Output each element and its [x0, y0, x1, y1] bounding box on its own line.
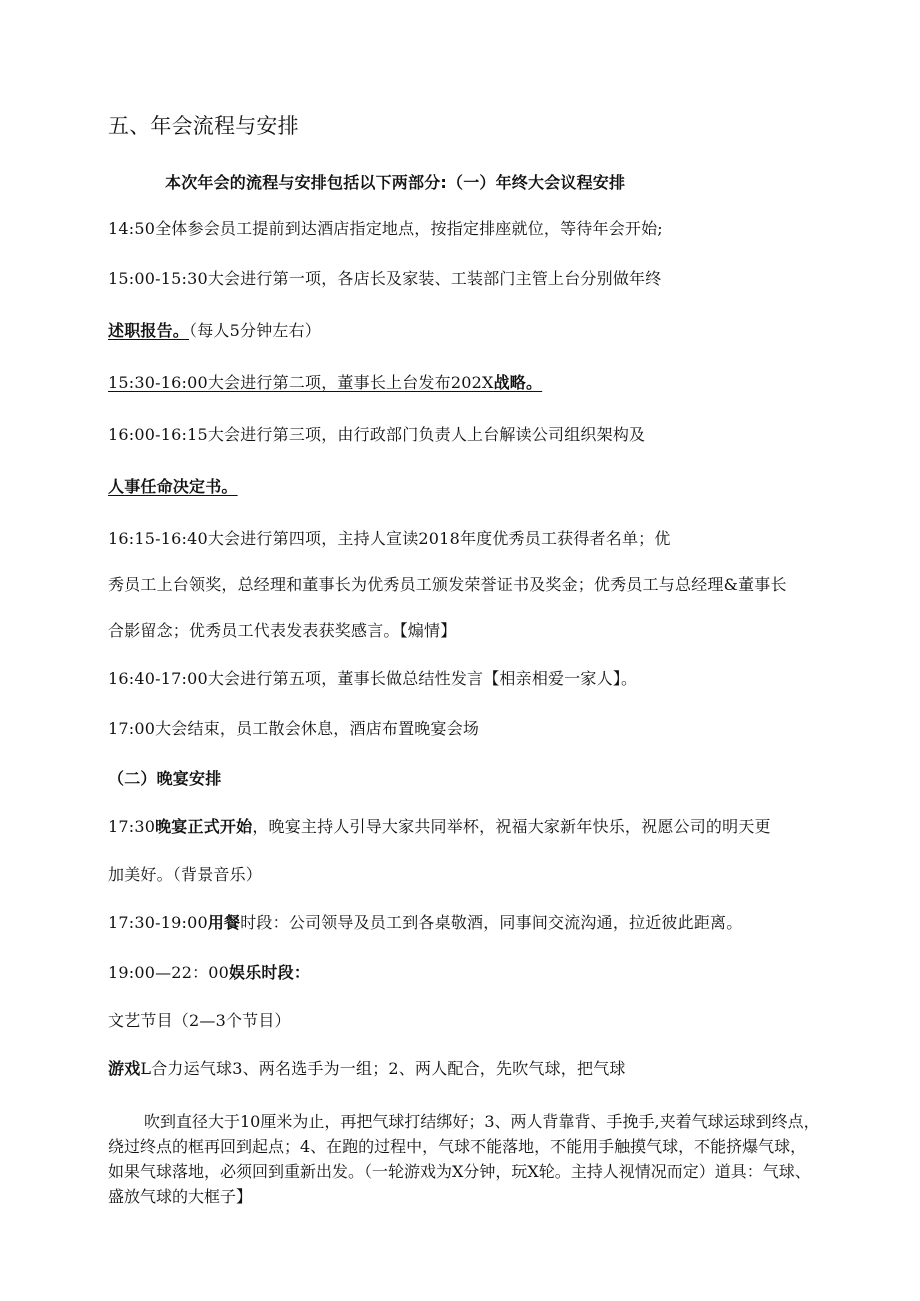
banquet-line-4	[108, 962, 310, 984]
schedule-line-11: 17:00大会结束，员工散会休息，酒店布置晚宴会场	[108, 719, 480, 738]
banquet-line-1	[108, 816, 771, 838]
game-label: 游戏	[108, 1059, 141, 1078]
game-rules-paragraph: 吹到直径大于10厘米为止，再把气球打结绑好；3、两人背靠背、手挽手,夹着气球运球到终点，绕过终点的框再回到起点；4、在跑的过程中，气球不能落地，不能用手触摸气球，不能挤爆气球，如果气球落地，必须回到重新出发。（一轮游戏为X分钟，玩X轮。主持人视情况而定）道具：气球、盛放气球的大框子】	[108, 1112, 820, 1206]
banquet-desc: ，晚宴主持人引导大家共同举杯，祝福大家新年快乐，祝愿公司的明天更	[252, 817, 771, 836]
schedule-line-7: 16:15-16:40大会进行第四项，主持人宣读2018年度优秀员工获得者名单；优	[108, 529, 671, 548]
schedule-line-2: 15:00-15:30大会进行第一项，各店长及家装、工装部门主管上台分别做年终	[108, 269, 662, 288]
meal-label: 用餐	[207, 913, 241, 932]
schedule-line-9: 合影留念；优秀员工代表发表获奖感言。【煽情】	[108, 621, 457, 640]
banquet-line-2: 加美好。（背景音乐）	[108, 865, 263, 884]
entertainment-time: 19:00—22：00	[108, 963, 230, 982]
schedule-line-4	[108, 372, 542, 394]
subsection-heading: （二）晚宴安排	[108, 769, 222, 788]
strategy-prefix: 15:30-16:00大会进行第二项，董事长上台发布202X	[108, 373, 494, 392]
intro-line: 本次年会的流程与安排包括以下两部分:（一）年终大会议程安排	[165, 173, 626, 192]
game-line	[108, 1058, 626, 1080]
schedule-line-1: 14:50全体参会员工提前到达酒店指定地点，按指定排座就位，等待年会开始;	[108, 219, 663, 238]
schedule-line-8: 秀员工上台领奖，总经理和董事长为优秀员工颁发荣誉证书及奖金；优秀员工与总经理&董事长	[108, 575, 787, 594]
banquet-start: 晚宴正式开始	[155, 817, 253, 836]
meal-desc: 时段：公司领导及员工到各桌敬酒，同事间交流沟通，拉近彼此距离。	[240, 913, 743, 932]
strategy-text: 战略。	[493, 373, 543, 392]
entertainment-label: 娱乐时段：	[229, 963, 311, 982]
meal-time: 17:30-19:00	[108, 913, 208, 932]
game-desc: L合力运气球3、两名选手为一组；2、两人配合，先吹气球，把气球	[140, 1059, 626, 1078]
schedule-line-3	[108, 320, 321, 342]
schedule-line-5: 16:00-16:15大会进行第三项，由行政部门负责人上台解读公司组织架构及	[108, 425, 646, 444]
banquet-time: 17:30	[108, 817, 156, 836]
banquet-line-3	[108, 912, 742, 934]
appointment-text: 人事任命决定书。	[108, 477, 238, 496]
schedule-line-10: 16:40-17:00大会进行第五项，董事长做总结性发言【相亲相爱一家人】。	[108, 669, 638, 688]
report-note: （每人5分钟左右）	[189, 321, 321, 340]
program-line: 文艺节目（2—3个节目）	[108, 1011, 291, 1030]
section-heading: 五、年会流程与安排	[108, 114, 299, 138]
report-text: 述职报告。	[108, 321, 190, 340]
